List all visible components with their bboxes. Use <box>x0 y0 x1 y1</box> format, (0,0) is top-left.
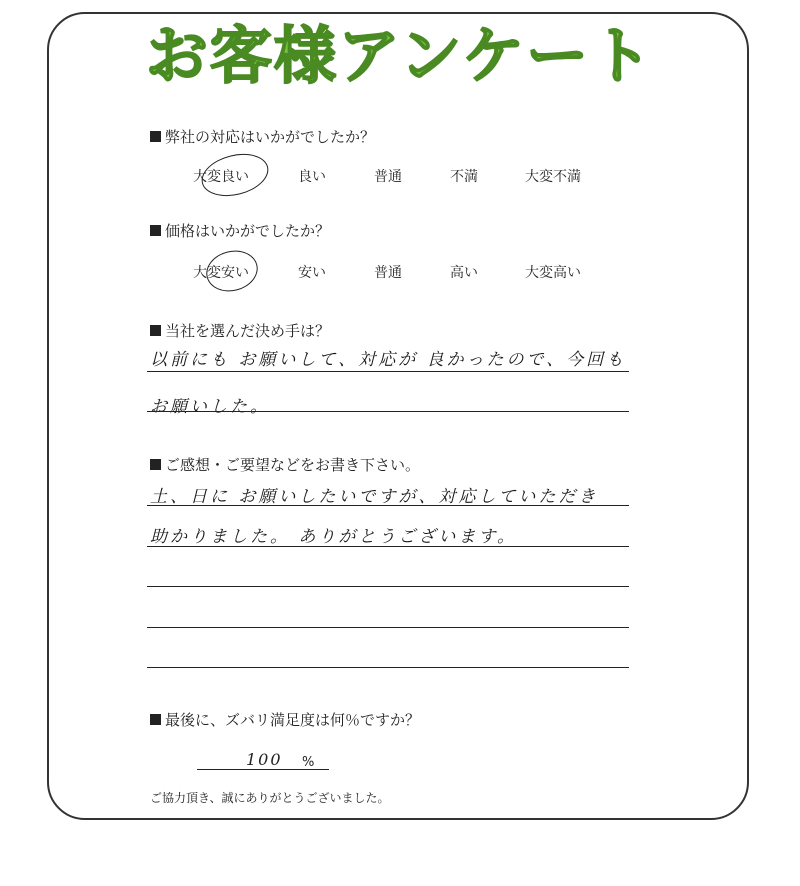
question-4-label: ご感想・ご要望などをお書き下さい。 <box>165 456 421 474</box>
question-5 <box>150 709 420 730</box>
answer-rule <box>147 411 629 412</box>
question-1 <box>150 126 375 147</box>
q2-option-3[interactable]: 普通 <box>374 265 402 281</box>
bullet-square-icon <box>150 459 161 470</box>
bullet-square-icon <box>150 325 161 336</box>
q2-option-4[interactable]: 高い <box>450 265 478 281</box>
question-2-label: 価格はいかがでしたか？ <box>165 222 331 240</box>
satisfaction-value: 100 <box>246 750 283 769</box>
q1-option-3[interactable]: 普通 <box>374 169 402 185</box>
satisfaction-field-rule <box>197 769 329 770</box>
question-4 <box>150 454 420 475</box>
answer-rule <box>147 586 629 587</box>
bullet-square-icon <box>150 714 161 725</box>
footer-thanks: ご協力頂き、誠にありがとうございました。 <box>150 791 390 805</box>
question-3 <box>150 320 330 341</box>
question-3-label: 当社を選んだ決め手は？ <box>165 322 331 340</box>
question-2-options <box>0 262 800 282</box>
q2-option-1[interactable]: 大変安い <box>193 265 249 281</box>
q2-option-2[interactable]: 安い <box>298 265 326 281</box>
q4-answer-line-1: 土、日に お願いしたいですが、対応していただき <box>150 487 599 507</box>
question-1-label: 弊社の対応はいかがでしたか？ <box>165 128 376 146</box>
bullet-square-icon <box>150 225 161 236</box>
answer-rule <box>147 627 629 628</box>
question-5-label: 最後に、ズバリ満足度は何％ですか？ <box>165 711 421 729</box>
answer-rule <box>147 546 629 547</box>
q1-option-1[interactable]: 大変良い <box>193 169 249 185</box>
bullet-square-icon <box>150 131 161 142</box>
q4-answer-line-2: 助かりました。 ありがとうございます。 <box>150 527 518 547</box>
answer-rule <box>147 371 629 372</box>
q1-option-5[interactable]: 大変不満 <box>525 169 581 185</box>
q2-option-5[interactable]: 大変高い <box>525 265 581 281</box>
answer-rule <box>147 667 629 668</box>
survey-title: お客様アンケート <box>145 19 655 92</box>
q1-option-4[interactable]: 不満 <box>450 169 478 185</box>
q1-option-2[interactable]: 良い <box>298 169 326 185</box>
answer-rule <box>147 505 629 506</box>
question-1-options <box>0 166 800 186</box>
q3-answer-line-2: お願いした。 <box>150 397 270 417</box>
question-2 <box>150 220 330 241</box>
percent-unit: % <box>302 755 315 770</box>
q3-answer-line-1: 以前にも お願いして、対応が 良かったので、今回も <box>150 350 627 370</box>
